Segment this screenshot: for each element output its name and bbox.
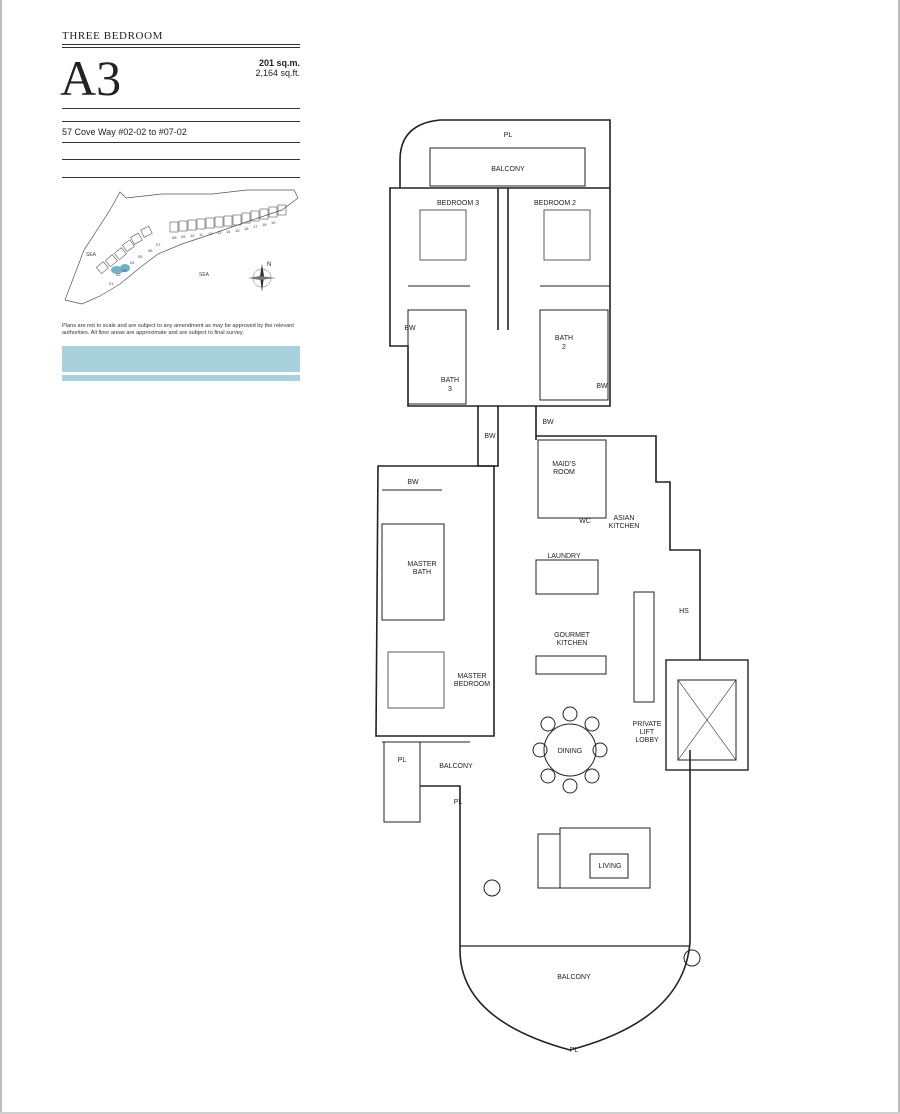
divider [62,108,300,109]
site-plan-map [62,180,300,310]
block-number: 03 [122,268,127,273]
room-label-bath2: BATH [554,335,574,342]
unit-category: THREE BEDROOM [62,30,163,42]
accent-band-thin [62,375,300,381]
room-label-bedroom2: BEDROOM 2 [533,200,577,207]
divider [62,159,300,160]
room-label-gourmet-kitchen: KITCHEN [556,640,588,647]
room-label-gourmet-kitchen: GOURMET [554,632,590,639]
block-number: 11 [199,232,204,237]
divider [62,177,300,178]
sea-label: SEA [199,272,210,278]
floor-plan [360,110,760,1075]
room-label-dining: DINING [557,748,583,755]
room-label-pl: PL [397,757,407,764]
room-label-private-lift-lobby: LOBBY [635,737,659,744]
room-label-master-bath: BATH [412,569,432,576]
divider [62,44,300,45]
room-label-master-bedroom: MASTER [457,673,487,680]
room-label-maids-room: MAID'S [552,461,576,468]
room-label-master-bath: MASTER [407,561,437,568]
block-number: 06 [148,248,153,253]
room-label-maids-room: ROOM [553,469,575,476]
block-number: 07 [156,242,161,247]
room-label-bw: BW [404,325,416,332]
block-number: 04 [130,260,135,265]
block-number: 08 [172,235,177,240]
block-number: 01 [109,281,114,286]
room-label-bw: BW [542,419,554,426]
room-label-balcony: BALCONY [557,974,591,981]
room-label-laundry: LAUNDRY [547,553,581,560]
room-label-living: LIVING [598,863,622,870]
accent-band [62,346,300,372]
block-number: 02 [116,272,121,277]
block-number: 18 [262,222,267,227]
unit-address: 57 Cove Way #02-02 to #07-02 [62,127,187,137]
sea-label: SEA [86,252,97,258]
room-label-asian-kitchen: KITCHEN [608,523,640,530]
block-number: 19 [271,220,276,225]
divider [62,47,300,48]
disclaimer-text: Plans are not to scale and are subject to any amendment as may be approved by the relevant authorities. All floor areas are approximate and are subject to final survey. [62,323,294,336]
room-label-bw: BW [484,433,496,440]
page-border-left [0,0,2,1114]
room-label-balcony: BALCONY [439,763,473,770]
room-label-bedroom3: BEDROOM 3 [436,200,480,207]
block-number: 12 [208,231,213,236]
room-label-bw: BW [596,383,608,390]
unit-type-title: A3 [60,50,122,106]
room-label-balcony: BALCONY [491,166,525,173]
block-number: 05 [138,254,143,259]
block-number: 13 [217,230,222,235]
block-number: 17 [253,224,258,229]
room-label-wc: WC [579,518,591,525]
room-label-bath3: BATH [440,377,460,384]
room-label-pl: PL [453,799,463,806]
block-number: 10 [190,233,195,238]
room-label-bw: BW [407,479,419,486]
room-label-master-bedroom: BEDROOM [453,681,491,688]
room-label-private-lift-lobby: PRIVATE [632,721,662,728]
divider [62,142,300,143]
block-number: 16 [244,226,249,231]
block-number: 09 [181,234,186,239]
divider [62,121,300,122]
room-label-pl: PL [503,132,513,139]
block-number: 15 [235,228,240,233]
compass-icon [248,262,276,292]
area-sqft: 2,164 sq.ft. [255,68,300,78]
area-sqm: 201 sq.m. [258,58,300,68]
room-label-bath2-num: 2 [562,344,566,351]
room-label-hs: HS [679,608,689,615]
north-label: N [267,262,272,268]
room-label-asian-kitchen: ASIAN [613,515,635,522]
room-label-bath3-num: 3 [448,386,452,393]
room-label-pl: PL [569,1047,579,1054]
room-label-private-lift-lobby: LIFT [639,729,655,736]
block-number: 14 [226,229,231,234]
